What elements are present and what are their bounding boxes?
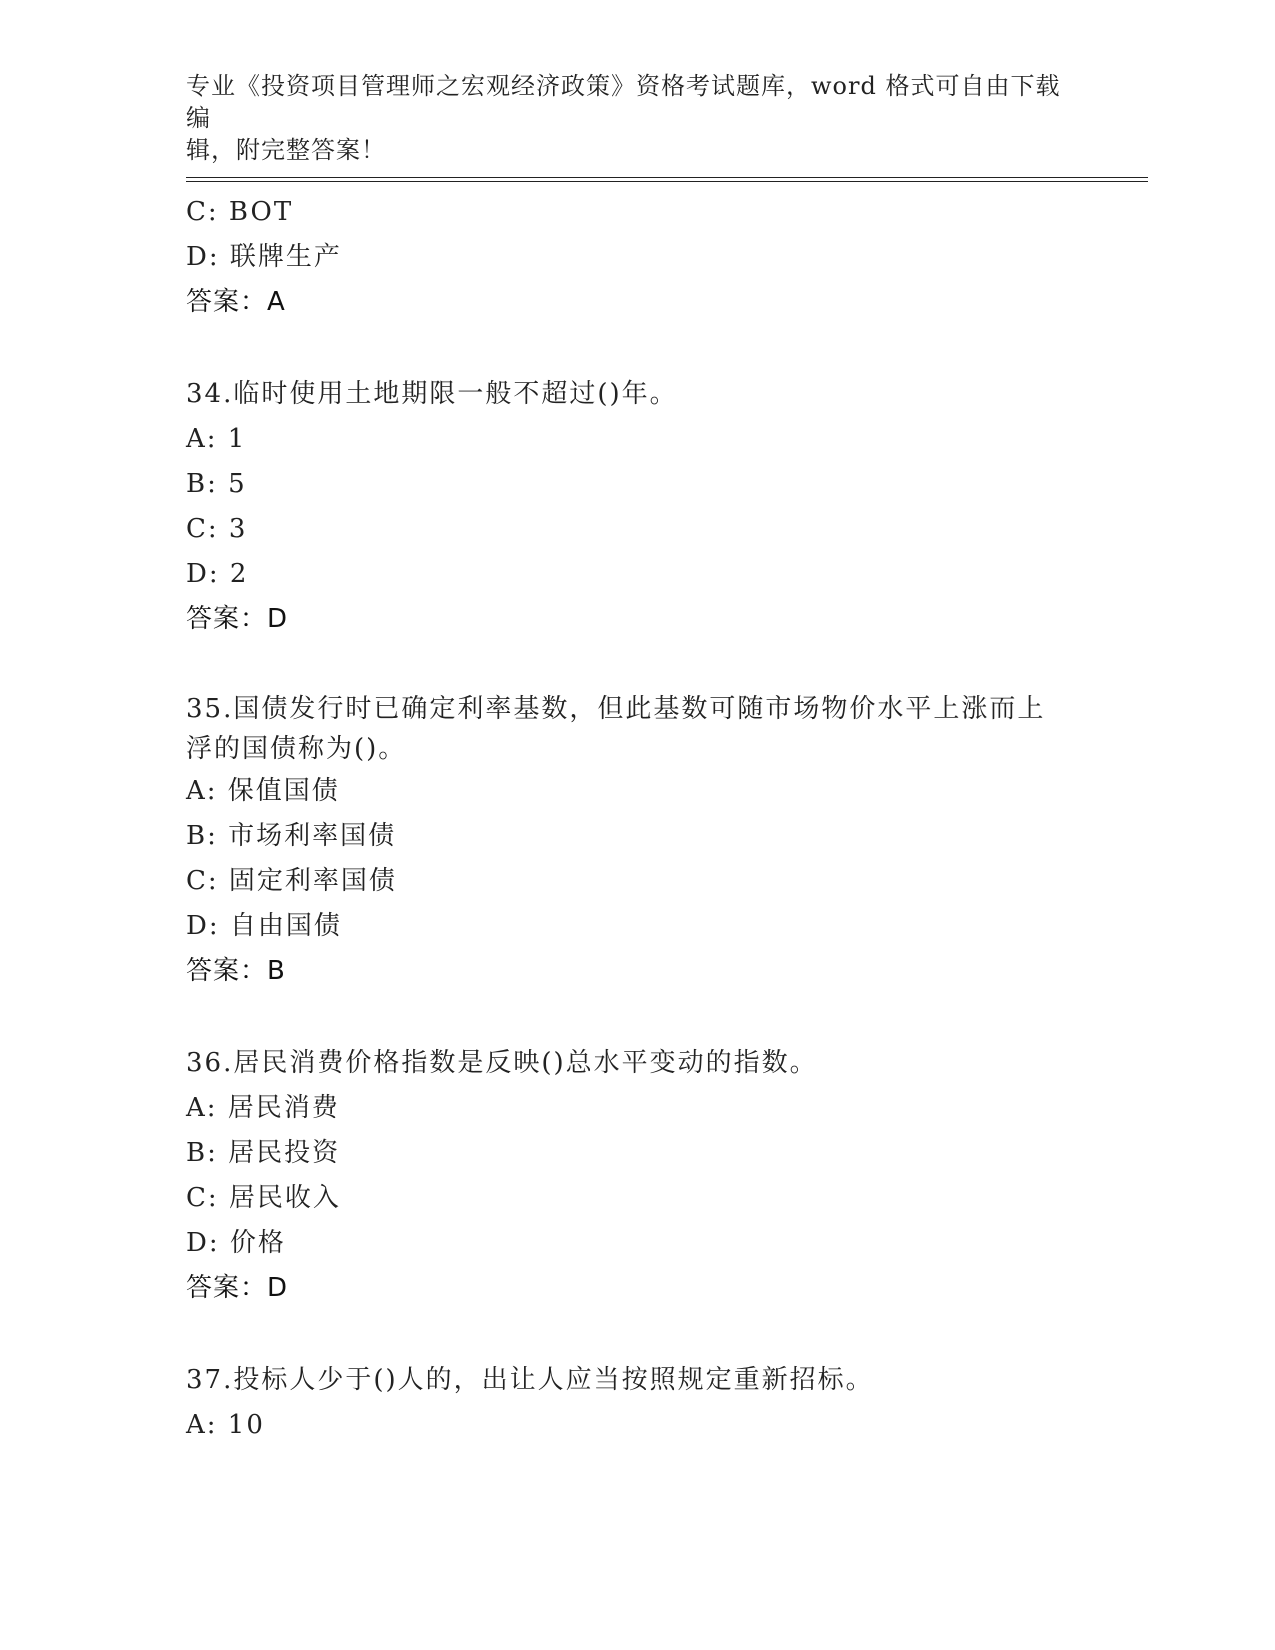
option-b: B: 居民投资 [186, 1138, 341, 1168]
option-a: A: 保值国债 [186, 776, 340, 806]
option-a: A: 10 [186, 1410, 265, 1440]
question-block-33 [186, 190, 1086, 325]
spacer [186, 994, 1086, 1041]
question-block-36 [186, 1041, 1086, 1311]
header-line-2: 辑，附完整答案！ [186, 136, 386, 164]
option-d: D: 价格 [186, 1228, 286, 1258]
option-c: C: 固定利率国债 [186, 866, 397, 896]
option-b: B: 5 [186, 469, 247, 499]
answer-line: 答案：D [186, 1273, 289, 1303]
option-d: D: 自由国债 [186, 911, 342, 941]
answer-line: 答案：D [186, 604, 289, 634]
option-a: A: 1 [186, 424, 247, 454]
question-text-line-2: 浮的国债称为()。 [186, 734, 407, 764]
question-block-35 [186, 689, 1086, 994]
question-block-34 [186, 372, 1086, 642]
option-b: B: 市场利率国债 [186, 821, 397, 851]
option-a: A: 居民消费 [186, 1093, 340, 1123]
question-list [186, 190, 1086, 1448]
answer-line: 答案：B [186, 956, 286, 986]
question-text: 37.投标人少于()人的，出让人应当按照规定重新招标。 [186, 1365, 874, 1395]
header-divider-bottom [186, 181, 1148, 182]
option-c: C: BOT [186, 197, 294, 227]
option-c: C: 居民收入 [186, 1183, 341, 1213]
option-c: C: 3 [186, 514, 248, 544]
spacer [186, 325, 1086, 372]
question-text: 36.居民消费价格指数是反映()总水平变动的指数。 [186, 1048, 818, 1078]
question-text-line-1: 35.国债发行时已确定利率基数，但此基数可随市场物价水平上涨而上 [186, 694, 1046, 724]
answer-line: 答案：A [186, 287, 286, 317]
page-header [186, 70, 1066, 166]
spacer [186, 642, 1086, 689]
header-line-1: 专业《投资项目管理师之宏观经济政策》资格考试题库，word 格式可自由下载编 [186, 72, 1061, 132]
question-block-37 [186, 1358, 1086, 1448]
option-d: D: 联牌生产 [186, 242, 342, 272]
header-divider-top [186, 177, 1148, 178]
spacer [186, 1311, 1086, 1358]
option-d: D: 2 [186, 559, 249, 589]
question-text: 34.临时使用土地期限一般不超过()年。 [186, 379, 678, 409]
